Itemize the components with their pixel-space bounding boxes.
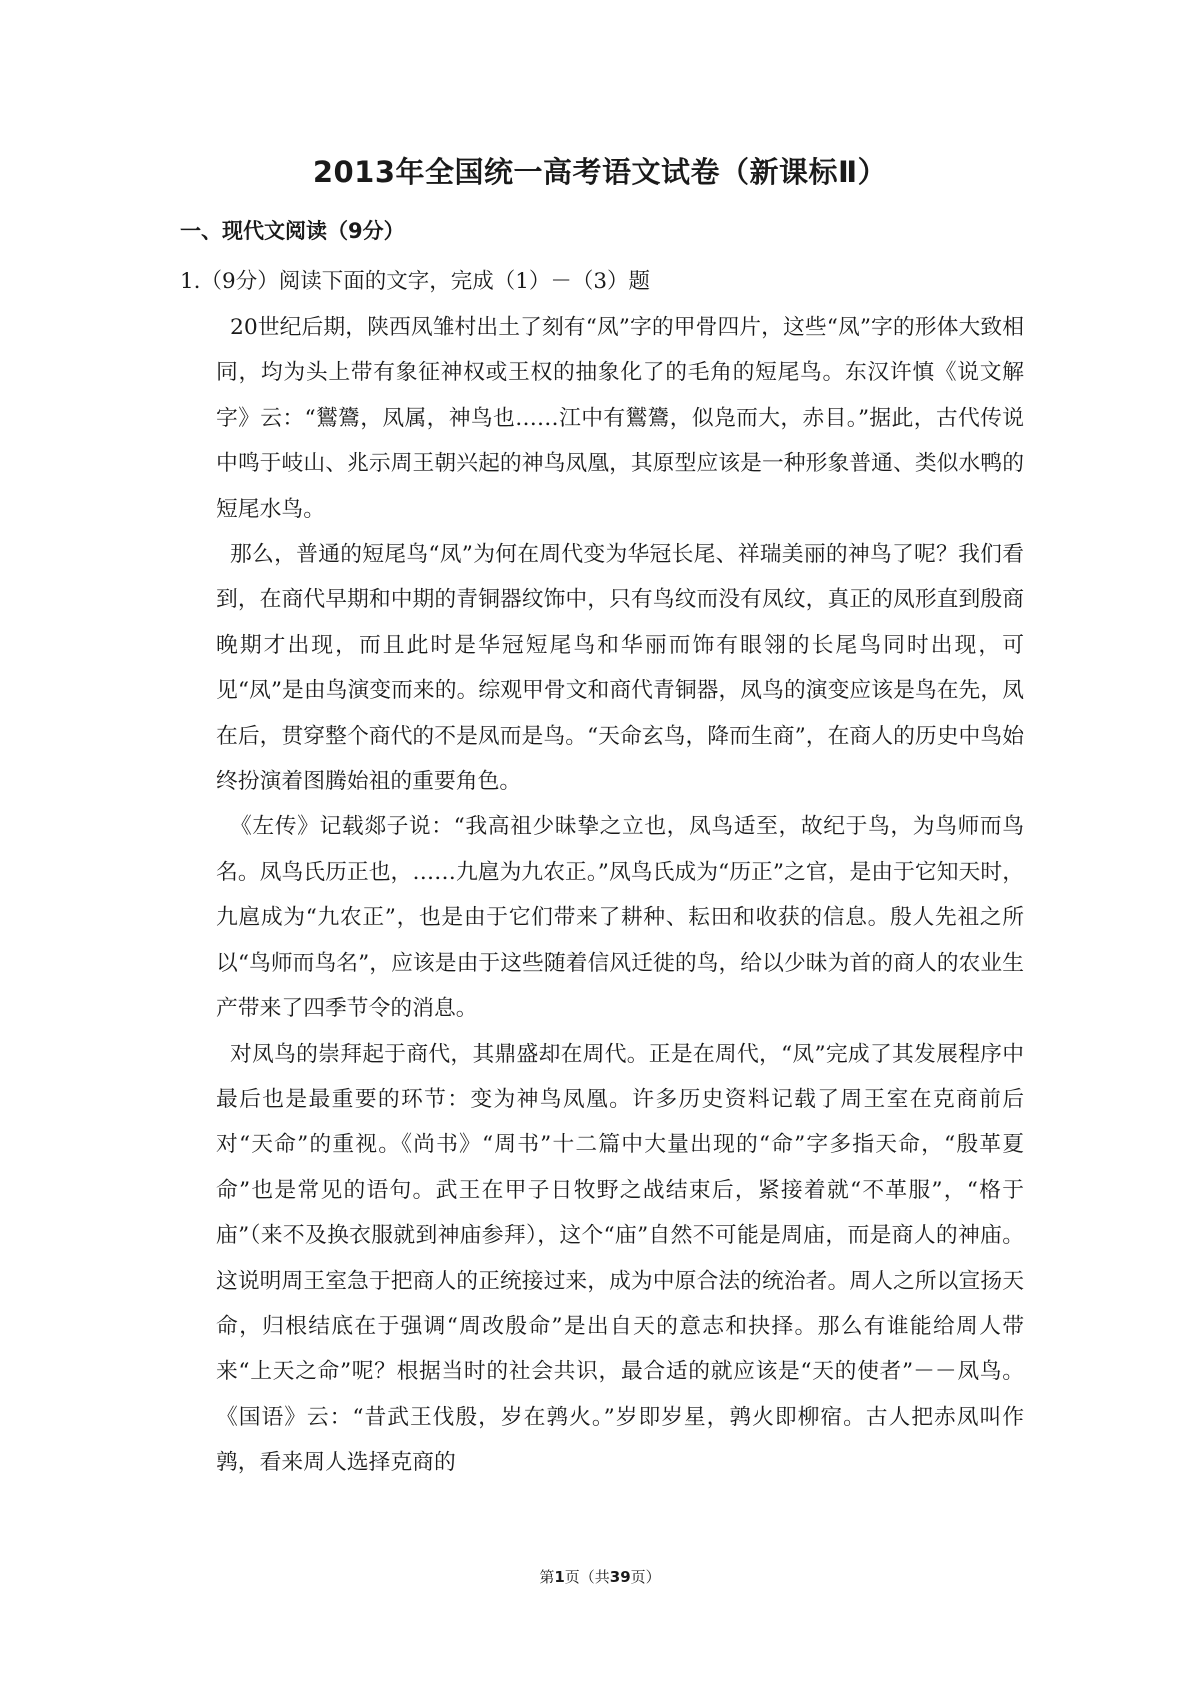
passage-paragraph: 那么，普通的短尾鸟“凤”为何在周代变为华冠长尾、祥瑞美丽的神鸟了呢？我们看到，在商代早期和中期的青铜器纹饰中，只有鸟纹而没有凤纹，真正的凤形直到殷商晚期才出现，而且此时是华冠短尾鸟和华丽而饰有眼翎的长尾鸟同时出现，可见“凤”是由鸟演变而来的。综观甲骨文和商代青铜器，凤鸟的演变应该是鸟在先，凤在后，贯穿整个商代的不是凤而是鸟。“天命玄鸟，降而生商”，在商人的历史中鸟始终扮演着图腾始祖的重要角色。 (216, 542, 1024, 795)
footer-prefix: 第 (539, 1568, 555, 1586)
page-number: 1 (554, 1568, 565, 1586)
page-title: 2013年全国统一高考语文试卷（新课标Ⅱ） (312, 155, 888, 189)
total-pages: 39 (609, 1568, 631, 1586)
reading-passage (216, 305, 1024, 1486)
passage-paragraph: 对凤鸟的崇拜起于商代，其鼎盛却在周代。正是在周代，“凤”完成了其发展程序中最后也是最重要的环节：变为神鸟凤凰。许多历史资料记载了周王室在克商前后对“天命”的重视。《尚书》“周书”十二篇中大量出现的“命”字多指天命，“殷革夏命”也是常见的语句。武王在甲子日牧野之战结束后，紧接着就“不革服”，“格于庙”（来不及换衣服就到神庙参拜），这个“庙”自然不可能是周庙，而是商人的神庙。这说明周王室急于把商人的正统接过来，成为中原合法的统治者。周人之所以宣扬天命，归根结底在于强调“周改殷命”是出自天的意志和抉择。那么有谁能给周人带来“上天之命”呢？根据当时的社会共识，最合适的就应该是“天的使者”－－凤鸟。《国语》云：“昔武王伐殷，岁在鹑火。”岁即岁星，鹑火即柳宿。古人把赤凤叫作鹑，看来周人选择克商的 (216, 1041, 1024, 1476)
footer-middle: 页（共 (564, 1568, 610, 1586)
section-heading: 一、现代文阅读（9分） (180, 219, 405, 243)
footer-suffix: 页） (630, 1568, 661, 1586)
page-footer (0, 1566, 1200, 1587)
passage-paragraph: 《左传》记载郯子说：“我高祖少昧挚之立也，凤鸟适至，故纪于鸟，为鸟师而鸟名。凤鸟氏历正也，……九扈为九农正。”凤鸟氏成为“历正”之官，是由于它知天时，九扈成为“九农正”，也是由于它们带来了耕种、耘田和收获的信息。殷人先祖之所以“鸟师而鸟名”，应该是由于这些随着信风迁徙的鸟，给以少昧为首的商人的农业生产带来了四季节令的消息。 (216, 814, 1024, 1022)
question-intro: 1.（9分）阅读下面的文字，完成（1）－（3）题 (180, 269, 651, 294)
passage-paragraph: 20世纪后期，陕西凤雏村出土了刻有“凤”字的甲骨四片，这些“凤”字的形体大致相同，均为头上带有象征神权或王权的抽象化了的毛角的短尾鸟。东汉许慎《说文解字》云：“鸑鷟，凤属，神鸟也……江中有鸑鷟，似凫而大，赤目。”据此，古代传说中鸣于岐山、兆示周王朝兴起的神鸟凤凰，其原型应该是一种形象普通、类似水鸭的短尾水鸟。 (216, 315, 1024, 522)
